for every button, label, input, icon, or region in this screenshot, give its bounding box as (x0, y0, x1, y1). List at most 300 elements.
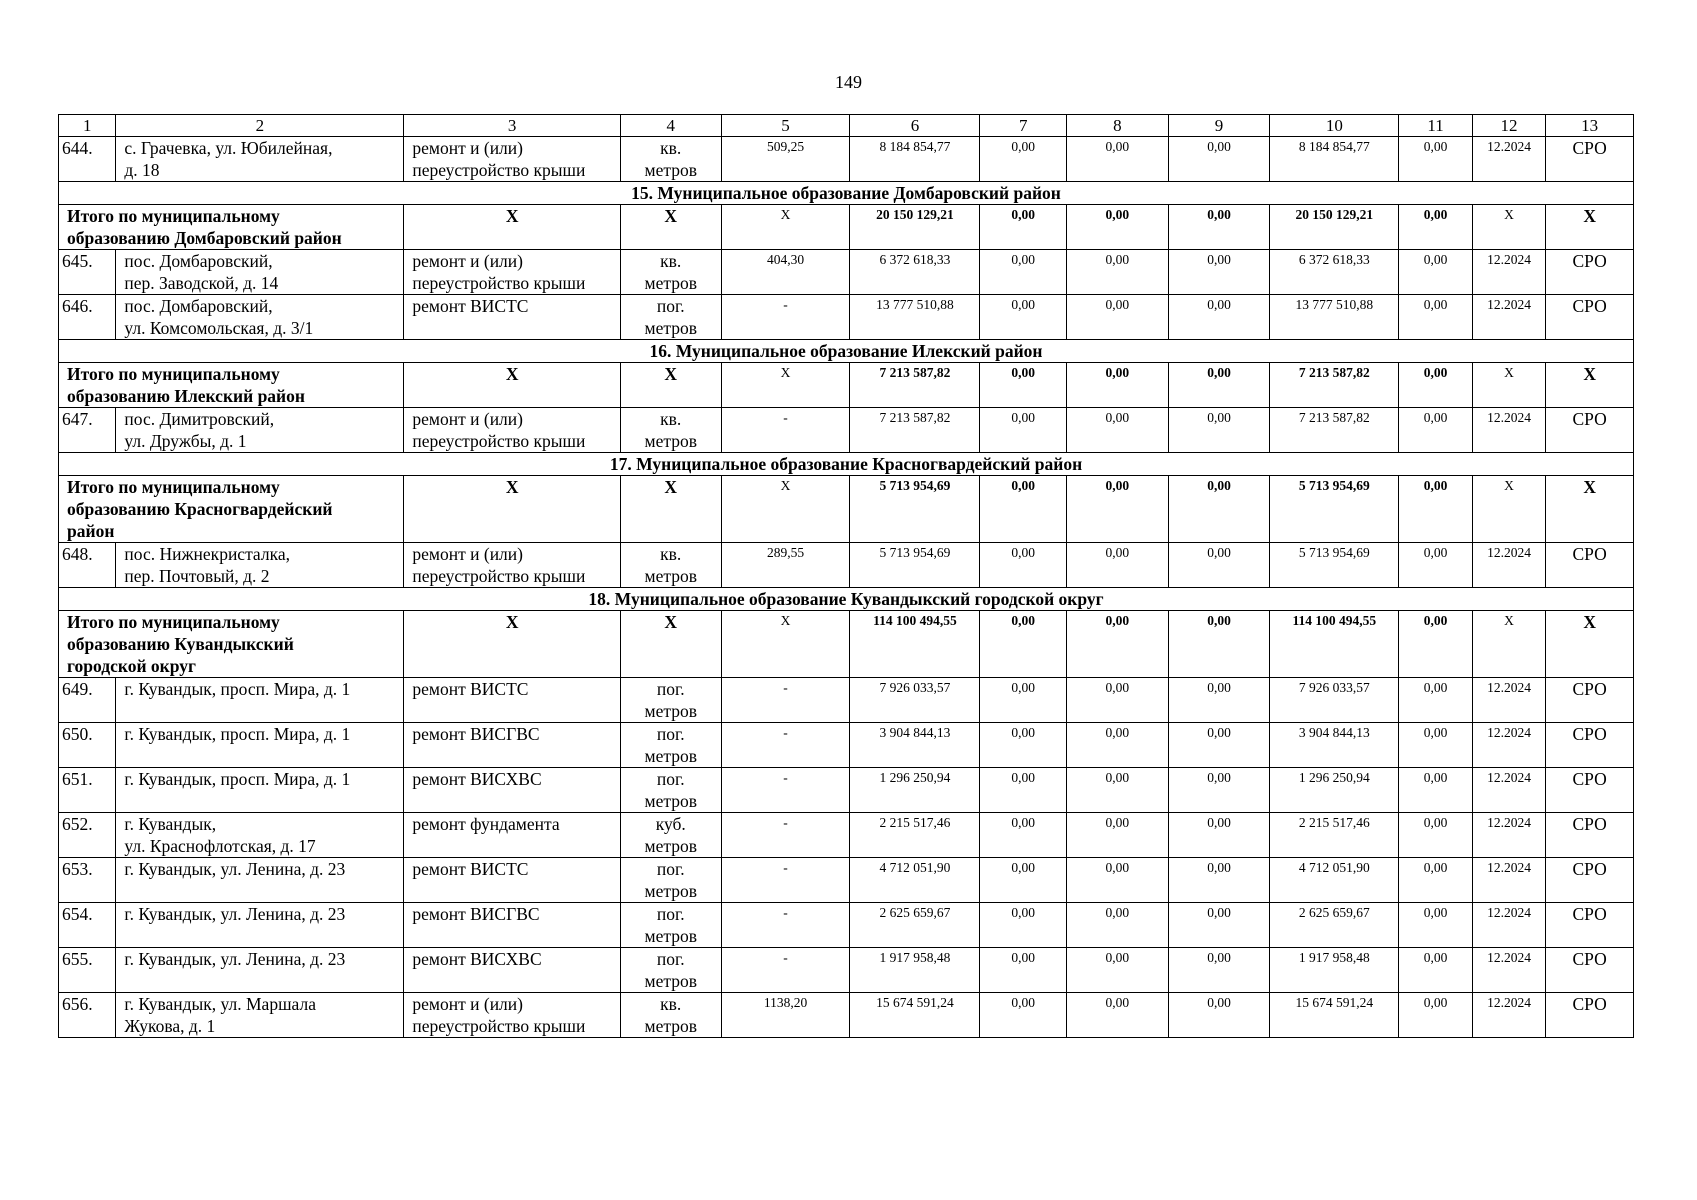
work-type-line: ремонт и (или) (412, 138, 523, 158)
work-type-cell (404, 295, 621, 340)
section-title: 15. Муниципальное образование Домбаровский район (631, 183, 1061, 203)
work-type-line: ремонт и (или) (412, 409, 523, 429)
value: 12.2024 (1487, 297, 1531, 312)
work-type-cell (404, 858, 621, 903)
table-row (59, 768, 1634, 813)
value-cell (1472, 723, 1546, 768)
value-cell (850, 858, 980, 903)
value-cell (1168, 543, 1270, 588)
value: 8 184 854,77 (1298, 139, 1370, 154)
work-type-cell (404, 543, 621, 588)
total-value: 0,00 (1105, 613, 1130, 628)
value-cell (1472, 543, 1546, 588)
value: 0,00 (1011, 297, 1035, 312)
total-label-line: Итого по муниципальному (67, 206, 280, 226)
value: 0,00 (1105, 905, 1130, 920)
row-number-cell (59, 813, 116, 858)
column-header-cell (59, 115, 116, 137)
value: 0,00 (1011, 680, 1035, 695)
total-cell (721, 363, 850, 408)
work-type-line: ремонт и (или) (412, 251, 523, 271)
table-row (59, 408, 1634, 453)
unit-cell (620, 813, 721, 858)
value-cell (1168, 813, 1270, 858)
executor-value: СРО (1572, 409, 1607, 429)
address-line: ул. Краснофлотская, д. 17 (124, 836, 316, 856)
x-mark: X (1504, 613, 1514, 628)
value-cell (1270, 768, 1399, 813)
total-label-line: образованию Илекский район (67, 386, 305, 406)
value: 0,00 (1105, 139, 1130, 154)
x-mark: X (505, 206, 519, 226)
column-number: 5 (781, 116, 790, 135)
column-header-cell (1066, 115, 1168, 137)
total-cell (721, 611, 850, 678)
value: 12.2024 (1487, 725, 1531, 740)
value: 0,00 (1423, 995, 1448, 1010)
value: 0,00 (1105, 770, 1130, 785)
unit-line: пог. (656, 949, 685, 969)
work-type-cell (404, 250, 621, 295)
address-line: д. 18 (124, 160, 160, 180)
work-type-cell (404, 813, 621, 858)
work-type-line: переустройство крыши (412, 566, 586, 586)
unit-line: метров (644, 1016, 697, 1036)
executor-value: СРО (1572, 724, 1607, 744)
value: 7 926 033,57 (1298, 680, 1370, 695)
total-cell (620, 363, 721, 408)
value-cell (1168, 295, 1270, 340)
value-cell (1399, 678, 1473, 723)
value: 0,00 (1207, 545, 1231, 560)
value: 15 674 591,24 (876, 995, 954, 1010)
work-type-line: ремонт ВИСГВС (412, 904, 540, 924)
x-mark: X (1583, 364, 1596, 384)
address-line: г. Кувандык, ул. Ленина, д. 23 (124, 949, 346, 969)
total-value: 7 213 587,82 (1298, 365, 1370, 380)
total-label-line: Итого по муниципальному (67, 612, 280, 632)
total-cell (980, 205, 1067, 250)
address-line: пос. Димитровский, (124, 409, 275, 429)
table-row (59, 858, 1634, 903)
value-cell (1168, 948, 1270, 993)
column-number: 8 (1113, 116, 1122, 135)
value-cell (980, 813, 1067, 858)
unit-line: пог. (656, 859, 685, 879)
section-heading-cell (59, 340, 1634, 363)
executor-cell (1546, 993, 1634, 1038)
value-cell (1168, 678, 1270, 723)
value-cell (1066, 250, 1168, 295)
total-label-cell (59, 205, 404, 250)
section-heading-row (59, 453, 1634, 476)
total-label-cell (59, 363, 404, 408)
executor-value: СРО (1572, 994, 1607, 1014)
value-cell (1472, 137, 1546, 182)
value-cell (850, 137, 980, 182)
total-value: 0,00 (1105, 207, 1130, 222)
value-cell (1270, 993, 1399, 1038)
quantity-value: - (783, 297, 788, 312)
work-type-cell (404, 408, 621, 453)
total-cell (1066, 363, 1168, 408)
value-cell (1399, 295, 1473, 340)
value: 0,00 (1011, 139, 1035, 154)
total-cell (404, 205, 621, 250)
value: 0,00 (1423, 545, 1448, 560)
total-label-cell (59, 476, 404, 543)
x-mark: X (505, 364, 519, 384)
value: 0,00 (1105, 297, 1130, 312)
total-cell (1066, 476, 1168, 543)
column-header-cell (1399, 115, 1473, 137)
value: 8 184 854,77 (879, 139, 951, 154)
total-value: 0,00 (1423, 365, 1448, 380)
value: 0,00 (1423, 725, 1448, 740)
total-value: 5 713 954,69 (1298, 478, 1370, 493)
quantity-cell (721, 858, 850, 903)
value: 0,00 (1207, 905, 1231, 920)
value-cell (1399, 948, 1473, 993)
unit-cell (620, 137, 721, 182)
address-line: г. Кувандык, просп. Мира, д. 1 (124, 679, 351, 699)
value: 0,00 (1011, 725, 1035, 740)
value: 0,00 (1105, 252, 1130, 267)
address-line: пос. Нижнекристалка, (124, 544, 290, 564)
quantity-value: - (783, 860, 788, 875)
total-cell (721, 205, 850, 250)
value: 0,00 (1423, 815, 1448, 830)
work-type-line: переустройство крыши (412, 160, 586, 180)
column-header-cell (1270, 115, 1399, 137)
value: 2 215 517,46 (1298, 815, 1370, 830)
value-cell (980, 295, 1067, 340)
value: 12.2024 (1487, 860, 1531, 875)
total-cell (1270, 363, 1399, 408)
executor-value: СРО (1572, 814, 1607, 834)
value: 0,00 (1207, 770, 1231, 785)
value: 6 372 618,33 (1298, 252, 1370, 267)
value-cell (1399, 813, 1473, 858)
unit-cell (620, 768, 721, 813)
x-mark: X (664, 477, 678, 497)
value-cell (1472, 813, 1546, 858)
unit-line: метров (644, 318, 697, 338)
value: 12.2024 (1487, 950, 1531, 965)
value-cell (850, 678, 980, 723)
unit-line: кв. (660, 409, 682, 429)
quantity-cell (721, 678, 850, 723)
x-mark: X (780, 365, 791, 380)
value: 13 777 510,88 (876, 297, 954, 312)
unit-line: метров (644, 160, 697, 180)
value-cell (1066, 137, 1168, 182)
value: 2 625 659,67 (879, 905, 951, 920)
quantity-value: - (783, 905, 788, 920)
total-cell (850, 363, 980, 408)
total-label-line: Итого по муниципальному (67, 477, 280, 497)
value: 0,00 (1423, 905, 1448, 920)
x-mark: X (780, 207, 791, 222)
address-cell (116, 137, 404, 182)
value: 4 712 051,90 (1298, 860, 1370, 875)
work-type-line: ремонт фундамента (412, 814, 560, 834)
value-cell (1270, 543, 1399, 588)
total-value: 20 150 129,21 (876, 207, 954, 222)
value-cell (1472, 948, 1546, 993)
unit-line: пог. (656, 904, 685, 924)
section-heading-row (59, 588, 1634, 611)
value-cell (980, 543, 1067, 588)
row-number: 644. (62, 138, 93, 158)
value: 0,00 (1207, 297, 1231, 312)
unit-cell (620, 903, 721, 948)
total-cell (1399, 363, 1473, 408)
value: 7 213 587,82 (879, 410, 951, 425)
work-type-cell (404, 948, 621, 993)
value-cell (1270, 678, 1399, 723)
total-cell (721, 476, 850, 543)
unit-line: метров (644, 836, 697, 856)
value: 0,00 (1423, 770, 1448, 785)
value-cell (1472, 678, 1546, 723)
executor-cell (1546, 948, 1634, 993)
total-value: 5 713 954,69 (879, 478, 951, 493)
value: 0,00 (1105, 950, 1130, 965)
value-cell (1399, 723, 1473, 768)
column-number: 1 (82, 116, 92, 135)
unit-line: пог. (656, 724, 685, 744)
row-number: 654. (62, 904, 93, 924)
value: 0,00 (1011, 545, 1035, 560)
value-cell (850, 993, 980, 1038)
executor-cell (1546, 903, 1634, 948)
value: 1 917 958,48 (1298, 950, 1370, 965)
value-cell (1399, 408, 1473, 453)
value: 0,00 (1207, 725, 1231, 740)
total-value: 0,00 (1423, 478, 1448, 493)
total-cell (620, 205, 721, 250)
total-cell (980, 363, 1067, 408)
page-number: 149 (835, 72, 862, 92)
x-mark: X (664, 364, 678, 384)
column-number: 2 (255, 116, 265, 135)
row-number: 645. (62, 251, 93, 271)
column-number: 9 (1214, 116, 1224, 135)
value: 2 215 517,46 (879, 815, 951, 830)
unit-line: метров (644, 431, 697, 451)
unit-cell (620, 948, 721, 993)
total-value: 0,00 (1207, 207, 1231, 222)
value-cell (850, 408, 980, 453)
value-cell (850, 768, 980, 813)
section-title: 16. Муниципальное образование Илекский район (649, 341, 1043, 361)
executor-cell (1546, 408, 1634, 453)
row-number-cell (59, 768, 116, 813)
unit-cell (620, 723, 721, 768)
value: 0,00 (1011, 252, 1035, 267)
column-header-cell (1546, 115, 1634, 137)
table-row (59, 137, 1634, 182)
address-line: г. Кувандык, просп. Мира, д. 1 (124, 724, 351, 744)
address-cell (116, 678, 404, 723)
total-cell (980, 476, 1067, 543)
value: 12.2024 (1487, 252, 1531, 267)
column-header-cell (116, 115, 404, 137)
table-row (59, 723, 1634, 768)
total-cell (1472, 205, 1546, 250)
quantity-cell (721, 903, 850, 948)
address-line: ул. Комсомольская, д. 3/1 (124, 318, 314, 338)
column-number: 7 (1018, 116, 1028, 135)
value: 0,00 (1105, 725, 1130, 740)
value-cell (850, 250, 980, 295)
total-label-line: район (67, 521, 115, 541)
value-cell (1066, 295, 1168, 340)
row-number-cell (59, 295, 116, 340)
value-cell (1472, 993, 1546, 1038)
column-header-cell (1472, 115, 1546, 137)
value-cell (850, 903, 980, 948)
unit-cell (620, 993, 721, 1038)
capital-repair-table (58, 114, 1634, 1038)
total-cell (1168, 363, 1270, 408)
section-title: 18. Муниципальное образование Кувандыкский городской округ (588, 589, 1104, 609)
value-cell (1168, 768, 1270, 813)
value-cell (1472, 858, 1546, 903)
quantity-cell (721, 723, 850, 768)
row-number-cell (59, 723, 116, 768)
address-cell (116, 813, 404, 858)
unit-line: кв. (660, 544, 682, 564)
executor-cell (1546, 250, 1634, 295)
executor-cell (1546, 813, 1634, 858)
total-value: 114 100 494,55 (1292, 613, 1377, 628)
value-cell (1270, 250, 1399, 295)
unit-cell (620, 295, 721, 340)
section-heading-row (59, 340, 1634, 363)
address-line: г. Кувандык, ул. Ленина, д. 23 (124, 859, 346, 879)
value: 0,00 (1011, 770, 1035, 785)
row-number-cell (59, 543, 116, 588)
unit-line: пог. (656, 296, 685, 316)
address-cell (116, 723, 404, 768)
value: 4 712 051,90 (879, 860, 951, 875)
value-cell (1066, 858, 1168, 903)
value: 0,00 (1423, 680, 1448, 695)
total-cell (1270, 611, 1399, 678)
total-cell (1472, 476, 1546, 543)
unit-line: пог. (656, 679, 685, 699)
quantity-value: - (783, 815, 788, 830)
work-type-cell (404, 678, 621, 723)
total-value: 0,00 (1011, 365, 1035, 380)
value-cell (980, 948, 1067, 993)
unit-line: куб. (655, 814, 686, 834)
value: 0,00 (1423, 139, 1448, 154)
total-cell (620, 611, 721, 678)
value: 7 926 033,57 (879, 680, 951, 695)
row-number: 651. (62, 769, 93, 789)
quantity-cell (721, 295, 850, 340)
quantity-cell (721, 768, 850, 813)
table-row (59, 250, 1634, 295)
value-cell (1168, 903, 1270, 948)
value-cell (980, 408, 1067, 453)
total-cell (1066, 611, 1168, 678)
executor-value: СРО (1572, 544, 1607, 564)
work-type-line: переустройство крыши (412, 1016, 586, 1036)
total-cell (1270, 205, 1399, 250)
value: 12.2024 (1487, 545, 1531, 560)
value-cell (1399, 993, 1473, 1038)
work-type-cell (404, 993, 621, 1038)
value: 3 904 844,13 (1298, 725, 1370, 740)
x-mark: X (1583, 477, 1596, 497)
table-row (59, 903, 1634, 948)
value-cell (1066, 543, 1168, 588)
section-heading-cell (59, 182, 1634, 205)
quantity-value: - (783, 410, 788, 425)
value: 7 213 587,82 (1298, 410, 1370, 425)
total-cell (1399, 476, 1473, 543)
value-cell (1399, 768, 1473, 813)
executor-cell (1546, 137, 1634, 182)
total-cell (1168, 205, 1270, 250)
value: 0,00 (1207, 950, 1231, 965)
work-type-line: ремонт ВИСТС (412, 296, 529, 316)
total-cell (1270, 476, 1399, 543)
address-line: пер. Почтовый, д. 2 (124, 566, 270, 586)
value-cell (850, 543, 980, 588)
row-number-cell (59, 948, 116, 993)
total-cell (1546, 205, 1634, 250)
total-value: 0,00 (1011, 613, 1035, 628)
column-number: 13 (1581, 116, 1599, 135)
x-mark: X (1504, 207, 1514, 222)
address-line: г. Кувандык, ул. Ленина, д. 23 (124, 904, 346, 924)
column-header-cell (850, 115, 980, 137)
total-value: 0,00 (1011, 478, 1035, 493)
row-number: 650. (62, 724, 93, 744)
value-cell (1472, 903, 1546, 948)
value: 5 713 954,69 (1298, 545, 1370, 560)
total-cell (980, 611, 1067, 678)
row-number-cell (59, 408, 116, 453)
table-row (59, 813, 1634, 858)
address-line: г. Кувандык, ул. Маршала (124, 994, 316, 1014)
value: 0,00 (1105, 860, 1130, 875)
work-type-line: ремонт ВИСХВС (412, 949, 542, 969)
value-cell (1399, 543, 1473, 588)
value-cell (1472, 768, 1546, 813)
quantity-value: - (783, 680, 788, 695)
unit-line: пог. (656, 769, 685, 789)
total-cell (850, 611, 980, 678)
work-type-line: ремонт ВИСГВС (412, 724, 540, 744)
value-cell (850, 948, 980, 993)
value-cell (1399, 137, 1473, 182)
x-mark: X (1504, 478, 1514, 493)
row-number-cell (59, 250, 116, 295)
value-cell (1270, 813, 1399, 858)
value-cell (1168, 408, 1270, 453)
address-cell (116, 768, 404, 813)
work-type-cell (404, 768, 621, 813)
quantity-cell (721, 813, 850, 858)
table-row (59, 678, 1634, 723)
address-cell (116, 295, 404, 340)
